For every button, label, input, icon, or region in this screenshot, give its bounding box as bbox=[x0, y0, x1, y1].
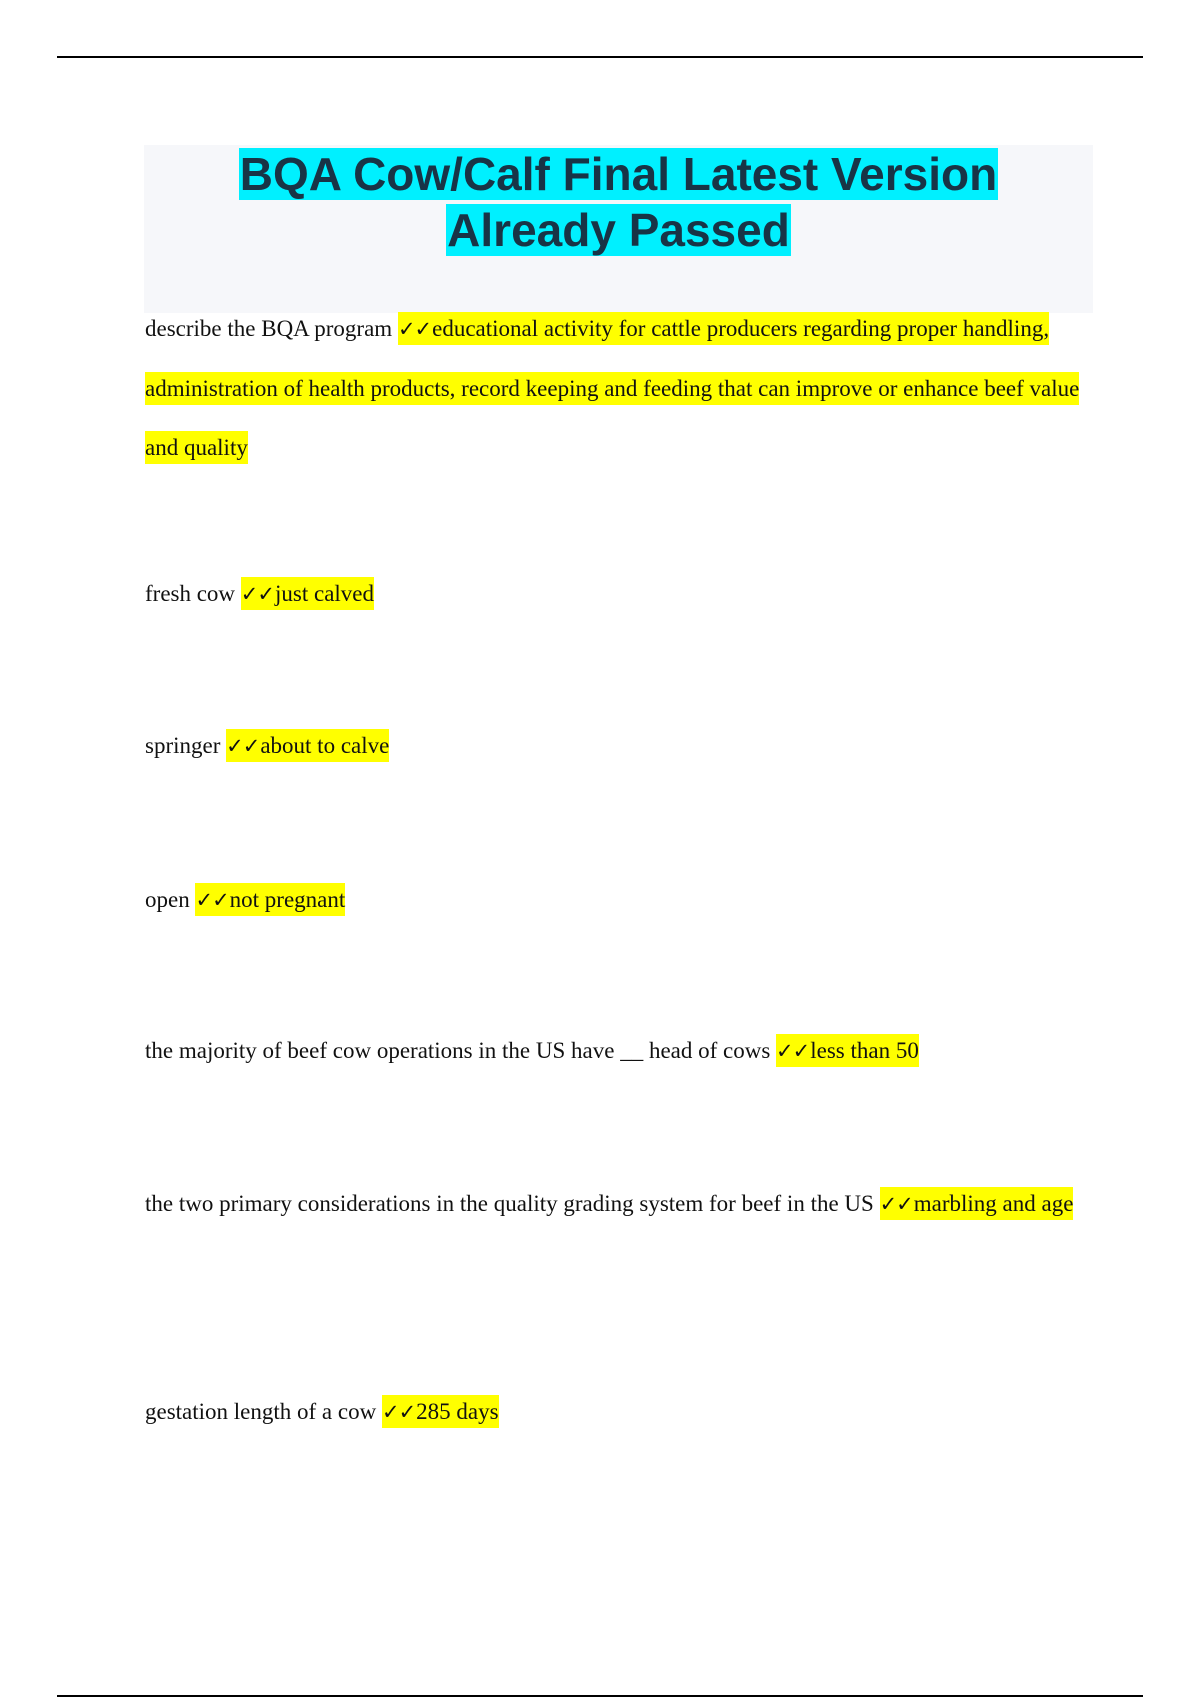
question-text: springer bbox=[145, 733, 221, 758]
answer-text: educational activity for cattle producers regarding proper handling, administration of health products, record keeping and feeding that can improve or enhance beef value and quality bbox=[145, 316, 1080, 460]
double-check-icon: ✓✓ bbox=[397, 317, 432, 341]
answer-text: about to calve bbox=[260, 733, 390, 758]
answer-text: just calved bbox=[275, 581, 374, 606]
question-text: open bbox=[145, 887, 190, 912]
bottom-rule bbox=[57, 1695, 1143, 1697]
answer-text: marbling and age bbox=[913, 1191, 1074, 1216]
title-banner bbox=[144, 145, 1093, 313]
answer-text: 285 days bbox=[416, 1399, 499, 1424]
answer-highlight bbox=[880, 1187, 1074, 1220]
question-text: gestation length of a cow bbox=[145, 1399, 377, 1424]
answer-highlight bbox=[241, 577, 374, 610]
answer-text: not pregnant bbox=[229, 887, 346, 912]
answer-highlight bbox=[226, 729, 389, 762]
double-check-icon: ✓✓ bbox=[879, 1192, 913, 1216]
double-check-icon: ✓✓ bbox=[381, 1400, 416, 1424]
answer-highlight bbox=[776, 1034, 919, 1067]
double-check-icon: ✓✓ bbox=[240, 582, 274, 606]
answer-highlight bbox=[195, 883, 345, 916]
double-check-icon: ✓✓ bbox=[195, 888, 229, 912]
qa-item-bqa-program bbox=[145, 299, 1105, 477]
qa-item-open bbox=[145, 870, 1105, 930]
qa-item-fresh-cow bbox=[145, 564, 1105, 624]
double-check-icon: ✓✓ bbox=[776, 1039, 810, 1063]
question-text: the two primary considerations in the quality grading system for beef in the US bbox=[145, 1191, 874, 1216]
qa-item-gestation bbox=[145, 1382, 1105, 1442]
question-text: describe the BQA program bbox=[145, 316, 393, 341]
title-line-2: Already Passed bbox=[447, 204, 790, 256]
page-title bbox=[144, 145, 1093, 258]
double-check-icon: ✓✓ bbox=[226, 734, 260, 758]
qa-item-quality-grading bbox=[145, 1174, 1105, 1234]
question-text: the majority of beef cow operations in the US have __ head of cows bbox=[145, 1038, 771, 1063]
answer-text: less than 50 bbox=[810, 1038, 919, 1063]
top-rule bbox=[57, 56, 1143, 58]
title-line-1: BQA Cow/Calf Final Latest Version bbox=[239, 148, 998, 200]
question-text: fresh cow bbox=[145, 581, 236, 606]
qa-item-herd-size bbox=[145, 1021, 1105, 1081]
answer-highlight bbox=[382, 1395, 499, 1428]
qa-item-springer bbox=[145, 716, 1105, 776]
